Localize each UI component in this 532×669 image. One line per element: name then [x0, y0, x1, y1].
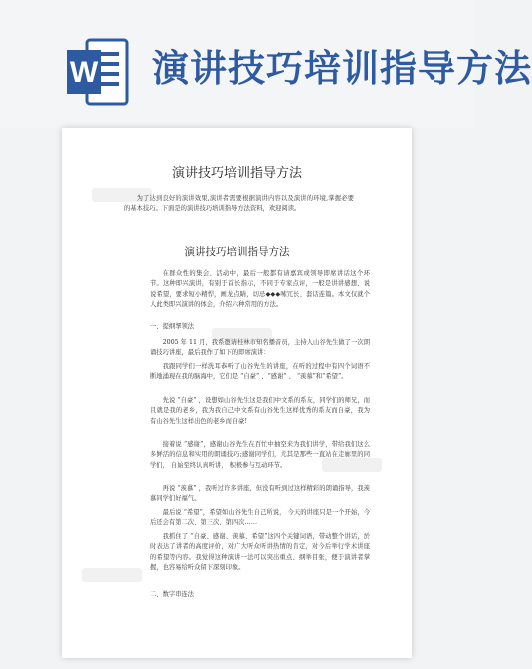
- section-heading-1: 一、提纲挈领法: [150, 323, 195, 330]
- document-title: 演讲技巧培训指导方法: [171, 166, 302, 181]
- paragraph-4: 先说 “自豪” ，设想如山谷先生这是我们中文系的系友，同学们的师兄，而且就是我的老乡，我为我自己中文系有山谷先生这样优秀的系友而自豪，我为有山谷先生这样出色的老乡而自豪!: [150, 397, 370, 425]
- paragraph-1: 在群众性的集会、活动中，最后一般都有请嘉宾或领导即席讲话这个环节。这种即兴演讲，有别于首长指示，不同于专家点评，一般是讲讲感想、说说希望，要求短小精悍，画龙点睛，切忌◆◆◆嗦冗长、套话连篇。本文仅就个人此类即兴演讲的体会，介绍六种常用的方法。: [150, 270, 370, 309]
- intro-paragraph: 为了达到良好的演讲效果,演讲者需要根据演讲内容以及演讲的环境,掌握必要的基本技巧。下面是的演讲技巧培训指导方法资料，欢迎阅读。: [124, 195, 354, 213]
- paragraph-7: 最后说 “希望”，希望如山谷先生自己所说， 今天的讲座只是一个开始，今后还会有第二次、第三次、第四次……: [150, 509, 370, 527]
- header-title: 演讲技巧培训指导方法: [152, 47, 532, 90]
- document-subtitle: 演讲技巧培训指导方法: [184, 246, 290, 258]
- word-logo-letter: W: [69, 56, 99, 89]
- paragraph-5: 接着说 “感谢”，感谢山谷先生在百忙中抽空来为我们讲学，带给我们这么多鲜活的信息和实用的朗诵技巧;感谢同学们，尤其是那些一直站在走廊里的同学们， 自始至终认真听讲， 积极参与互动环节。: [150, 441, 370, 469]
- paragraph-3: 我跟同学们一样洗耳恭听了山谷先生的讲座，在听的过程中有四个词语不断地涌现在我的脑海中，它们是 “自豪” 、“感谢” 、 “羡慕”和“希望”。: [150, 363, 370, 381]
- watermark: [82, 568, 142, 582]
- header-banner: [0, 0, 532, 128]
- document-page: [62, 128, 412, 658]
- paragraph-2: 2005 年 11 月，我系邀请桂林市知名播音员，主持人山谷先生做了一次朗诵技巧讲座，最后我作了如下的即席演讲：: [150, 339, 370, 357]
- word-document-icon: [67, 36, 131, 108]
- paragraph-6: 再说 “羡慕” ，我听过许多讲座，但没有听到过这样精彩的朗诵指导，我羡慕同学们好福气。: [150, 485, 370, 503]
- section-heading-2: 二、数字串连法: [150, 591, 195, 598]
- paragraph-8: 我抓住了 “自豪、感谢、羡慕、希望”这四个关键词语，带动整个讲话，於时表达了讲者的高度评价，对广大听众听讲热情的肯定，对今后举行学术讲座的希望等内容。我觉得这种演讲一法可以突出重点、纲举目张，便于演讲者掌握，也容易给听众留下深刻印象。: [150, 533, 370, 572]
